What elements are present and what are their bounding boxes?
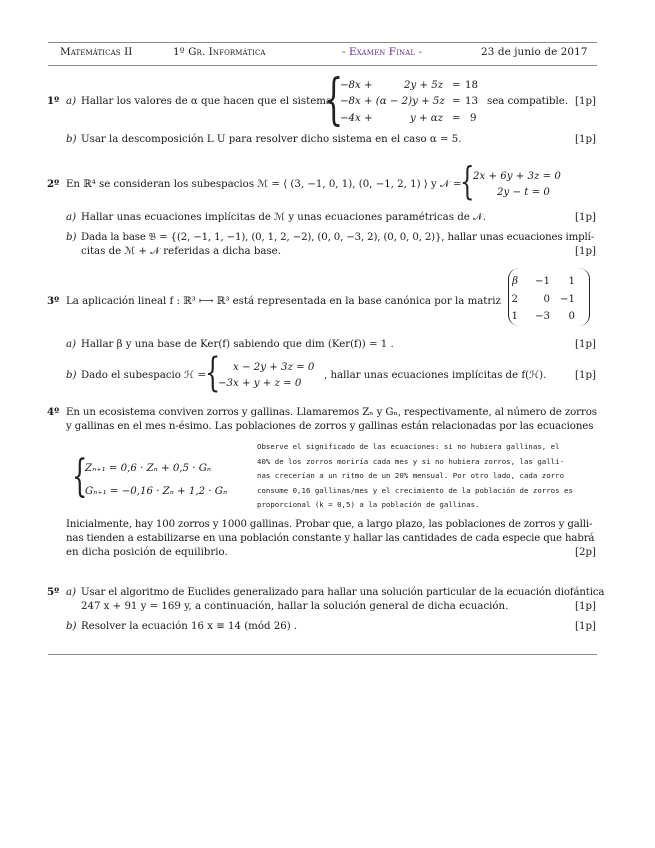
q4-system-brace: { bbox=[72, 451, 88, 502]
q1-a-suffix: sea compatible. bbox=[487, 96, 569, 107]
q4-points: [2p] bbox=[575, 547, 596, 558]
q3-intro: La aplicación lineal f : ℝ³ ⟼ ℝ³ está representada en la base canónica por la matriz bbox=[66, 296, 501, 307]
q1-sys-r2-eq: = bbox=[452, 96, 461, 107]
q3-a-label: a) bbox=[66, 339, 77, 350]
q1-sys-r1-a: −8x + bbox=[340, 80, 373, 91]
question-3-number: 3º bbox=[47, 295, 60, 307]
q1-a-text: Hallar los valores de α que hacen que el sistema bbox=[81, 96, 332, 107]
q2-b-label: b) bbox=[66, 232, 77, 243]
q3-m-13: 1 bbox=[568, 276, 575, 287]
q4-text-line3: en dicha posición de equilibrio. bbox=[66, 547, 228, 558]
q4-line1: En un ecosistema conviven zorros y gallinas. Llamaremos Zₙ y Gₙ, respectivamente, al número de zorros bbox=[66, 407, 597, 418]
q3-b-eq2: −3x + y + z = 0 bbox=[218, 378, 302, 389]
q2-intro: En ℝ⁴ se consideran los subespacios ℳ = ⟨ (3, −1, 0, 1), (0, −1, 2, 1) ⟩ y 𝒩 = bbox=[66, 179, 462, 190]
q3-m-22: 0 bbox=[543, 294, 550, 305]
q5-b-label: b) bbox=[66, 621, 77, 632]
q1-sys-r3-rhs: 9 bbox=[470, 113, 477, 124]
q3-b-eq1: x − 2y + 3z = 0 bbox=[233, 362, 315, 373]
q4-note bbox=[257, 440, 573, 513]
q1-sys-r1-rhs: 18 bbox=[465, 80, 478, 91]
q4-eq2: Gₙ₊₁ = −0,16 · Zₙ + 1,2 · Gₙ bbox=[85, 486, 228, 497]
q2-b-line1: Dada la base 𝔅 = {(2, −1, 1, −1), (0, 1, 2, −2), (0, 0, −3, 2), (0, 0, 0, 2)}, hallar unas ecuaciones implí- bbox=[81, 232, 595, 243]
q3-m-21: 2 bbox=[511, 294, 518, 305]
course-title: Matemáticas II bbox=[60, 46, 133, 58]
q1-sys-r3-a: −4x + bbox=[340, 113, 373, 124]
q5-b-text: Resolver la ecuación 16 x ≡ 14 (mód 26) . bbox=[81, 621, 298, 632]
q1-sys-r1-eq: = bbox=[452, 80, 461, 91]
q4-note-line-2: 40% de los zorros moriría cada mes y si no hubiera zorros, las galli- bbox=[257, 456, 565, 466]
q5-a-line1: Usar el algoritmo de Euclides generalizado para hallar una solución particular de la ecuación diofántica bbox=[81, 587, 605, 598]
q1-b-label: b) bbox=[66, 134, 77, 145]
q5-a-line2: 247 x + 91 y = 169 y, a continuación, hallar la solución general de dicha ecuación. bbox=[81, 601, 509, 612]
q2-eq1: 2x + 6y + 3z = 0 bbox=[473, 171, 561, 182]
q1-a-label: a) bbox=[66, 96, 77, 107]
group-title: 1º Gr. Informática bbox=[173, 46, 266, 58]
question-5-number: 5º bbox=[47, 586, 60, 598]
header-bottom-rule bbox=[48, 65, 597, 66]
q1-sys-r3-eq: = bbox=[452, 113, 461, 124]
q4-text-line1: Inicialmente, hay 100 zorros y 1000 gallinas. Probar que, a largo plazo, las poblaciones de zorros y galli- bbox=[66, 519, 593, 530]
q3-matrix-right-paren bbox=[579, 268, 590, 326]
question-1-number: 1º bbox=[47, 95, 60, 107]
q2-b-line2: citas de ℳ + 𝒩 referidas a dicha base. bbox=[81, 246, 281, 257]
exam-header bbox=[60, 46, 590, 60]
q2-system-brace: { bbox=[460, 159, 475, 203]
q1-b-points: [1p] bbox=[575, 134, 596, 145]
q3-m-12: −1 bbox=[534, 276, 550, 287]
q1-b-text: Usar la descomposición L U para resolver dicho sistema en el caso α = 5. bbox=[81, 134, 462, 145]
q3-a-text: Hallar β y una base de Ker(f) sabiendo que dim (Ker(f)) = 1 . bbox=[81, 339, 394, 350]
q3-b-label: b) bbox=[66, 370, 77, 381]
exam-date: 23 de junio de 2017 bbox=[481, 46, 588, 58]
q2-a-points: [1p] bbox=[575, 212, 596, 223]
q4-note-line-1: Observe el significado de las ecuaciones: si no hubiera gallinas, el bbox=[257, 442, 560, 451]
q4-note-line-3: nas crecerían a un ritmo de un 20% mensual. Por otro lado, cada zorro bbox=[257, 471, 565, 481]
q4-text-line2: nas tienden a estabilizarse en una población constante y hallar las cantidades de cada especie que habrá bbox=[66, 533, 595, 544]
q3-b-suffix: , hallar unas ecuaciones implícitas de f(ℋ). bbox=[324, 370, 547, 381]
q4-note-line-4: consume 0,16 gallinas/mes y el crecimiento de la población de zorros es bbox=[257, 485, 573, 495]
exam-title: - Examen Final - bbox=[342, 46, 423, 58]
q1-sys-r2-rhs: 13 bbox=[465, 96, 478, 107]
q3-m-31: 1 bbox=[511, 311, 518, 322]
q3-m-11: β bbox=[512, 276, 518, 287]
q2-b-points: [1p] bbox=[575, 246, 596, 257]
q5-a-label: a) bbox=[66, 587, 77, 598]
q2-a-label: a) bbox=[66, 212, 77, 223]
q1-system-brace: { bbox=[324, 67, 344, 131]
q1-a-points: [1p] bbox=[575, 96, 596, 107]
q3-b-text: Dado el subespacio ℋ = bbox=[81, 370, 207, 381]
question-2-number: 2º bbox=[47, 178, 60, 190]
q3-m-32: −3 bbox=[534, 311, 550, 322]
q3-b-points: [1p] bbox=[575, 370, 596, 381]
question-4-number: 4º bbox=[47, 406, 60, 418]
footer-rule bbox=[48, 654, 597, 655]
q4-eq1: Zₙ₊₁ = 0,6 · Zₙ + 0,5 · Gₙ bbox=[85, 463, 212, 474]
q2-a-text: Hallar unas ecuaciones implícitas de ℳ y unas ecuaciones paramétricas de 𝒩. bbox=[81, 212, 486, 223]
q3-m-23: −1 bbox=[559, 294, 575, 305]
q1-sys-r3-b: y + αz bbox=[410, 113, 444, 124]
q5-a-points: [1p] bbox=[575, 601, 596, 612]
q3-b-brace: { bbox=[205, 350, 221, 396]
q1-sys-r1-b: 2y + 5z bbox=[404, 80, 444, 91]
q3-a-points: [1p] bbox=[575, 339, 596, 350]
q4-note-line-5: proporcional (k = 0,5) a la población de gallinas. bbox=[257, 500, 480, 510]
q4-line2: y gallinas en el mes n-ésimo. Las poblaciones de zorros y gallinas están relacionadas por las ecuaciones bbox=[66, 421, 594, 432]
q3-m-33: 0 bbox=[568, 311, 575, 322]
q1-sys-r2-lhs: −8x + (α − 2)y + 5z bbox=[340, 96, 445, 107]
header-top-rule bbox=[48, 42, 597, 43]
q2-eq2: 2y − t = 0 bbox=[497, 187, 550, 198]
q5-b-points: [1p] bbox=[575, 621, 596, 632]
